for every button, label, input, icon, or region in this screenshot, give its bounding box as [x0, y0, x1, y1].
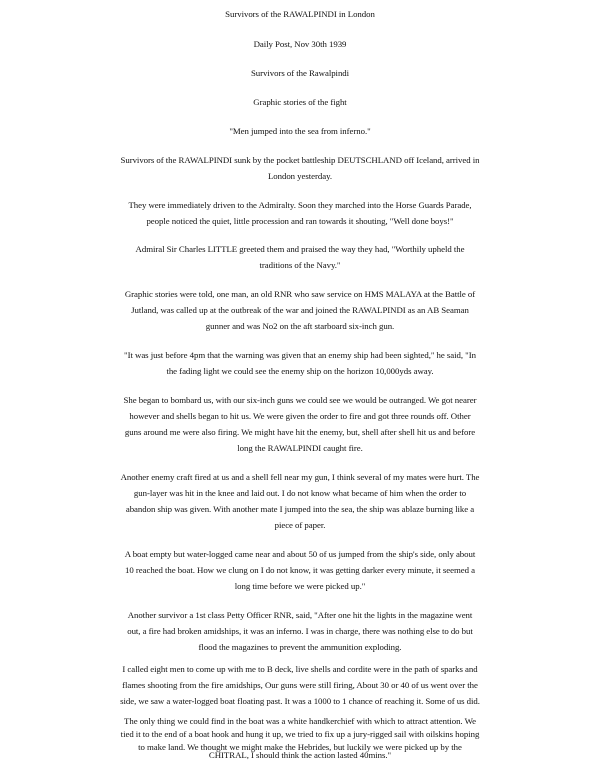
paragraph-line: flood the magazines to prevent the ammunition exploding.: [198, 642, 402, 652]
paragraph-line: Another survivor a 1st class Petty Officer RNR, said, "After one hit the lights in the magazine went: [127, 610, 473, 620]
paragraph-line: piece of paper.: [274, 520, 326, 530]
paragraph-line: to make land. We thought we might make the Hebrides, but luckily we were picked up by the: [138, 742, 462, 752]
paragraph-line: CHITRAL, I should think the action lasted 40mins.": [208, 750, 392, 760]
paragraph-line: out, a fire had broken amidships, it was an inferno. I was in charge, there was nothing else to do but: [127, 626, 473, 636]
paragraph-line: however and shells began to hit us. We were given the order to fire and got three rounds off. Other: [129, 411, 471, 421]
paragraph-line: long time before we were picked up.": [234, 581, 366, 591]
paragraph-line: people noticed the quiet, little procession and ran towards it shouting, "Well done boys!": [146, 216, 454, 226]
paragraph-line: 10 reached the boat. How we clung on I do not know, it was getting darker every minute, it seemed a: [125, 565, 475, 575]
paragraph-line: I called eight men to come up with me to B deck, live shells and cordite were in the path of sparks and: [122, 664, 478, 674]
document-headline: Survivors of the Rawalpindi: [250, 68, 350, 78]
paragraph-line: Another enemy craft fired at us and a shell fell near my gun, I think several of my mates were hurt. The: [120, 472, 480, 482]
paragraph-line: London yesterday.: [267, 171, 333, 181]
paragraph-line: A boat empty but water-logged came near and about 50 of us jumped from the ship's side, only about: [124, 549, 476, 559]
document-title: Survivors of the RAWALPINDI in London: [225, 9, 375, 19]
paragraph-line: tied it to the end of a boat hook and hung it up, we tried to fix up a jury-rigged sail with oilskins hoping: [120, 729, 480, 739]
paragraph-line: The only thing we could find in the boat was a white handkerchief with which to attract attention. We: [124, 716, 476, 726]
paragraph-line: the fading light we could see the enemy ship on the horizon 10,000yds away.: [166, 366, 434, 376]
paragraph-line: Graphic stories were told, one man, an old RNR who saw service on HMS MALAYA at the Battle of: [124, 289, 476, 299]
document-subheadline: Graphic stories of the fight: [253, 97, 347, 107]
paragraph-line: abandon ship was given. With another mate I jumped into the sea, the ship was ablaze burning like a: [125, 504, 475, 514]
paragraph-line: Admiral Sir Charles LITTLE greeted them and praised the way they had, "Worthily upheld the: [135, 244, 465, 254]
paragraph-line: side, we saw a water-logged boat floating past. It was a 1000 to 1 chance of reaching it. Some of us did.: [120, 696, 480, 706]
paragraph-line: traditions of the Navy.": [259, 260, 341, 270]
paragraph-line: Survivors of the RAWALPINDI sunk by the pocket battleship DEUTSCHLAND off Iceland, arrived in: [120, 155, 480, 165]
paragraph-line: She began to bombard us, with our six-inch guns we could see we would be outranged. We got nearer: [123, 395, 477, 405]
paragraph-line: They were immediately driven to the Admiralty. Soon they marched into the Horse Guards Parade,: [128, 200, 472, 210]
paragraph-line: "It was just before 4pm that the warning was given that an enemy ship had been sighted," he said, "In: [124, 350, 476, 360]
document-source: Daily Post, Nov 30th 1939: [253, 39, 347, 49]
paragraph-line: flames shooting from the fire amidships, Our guns were still firing, About 30 or 40 of us went over the: [122, 680, 478, 690]
document-quote: "Men jumped into the sea from inferno.": [229, 126, 371, 136]
paragraph-line: long the RAWALPINDI caught fire.: [237, 443, 363, 453]
paragraph-line: guns around me were also firing. We might have hit the enemy, but, shell after shell hit us and before: [124, 427, 476, 437]
paragraph-line: gun-layer was hit in the knee and laid out. I do not know what became of him when the order to: [133, 488, 467, 498]
paragraph-line: gunner and was No2 on the aft starboard six-inch gun.: [205, 321, 395, 331]
paragraph-line: Jutland, was called up at the outbreak of the war and joined the RAWALPINDI as an AB Seaman: [131, 305, 469, 315]
